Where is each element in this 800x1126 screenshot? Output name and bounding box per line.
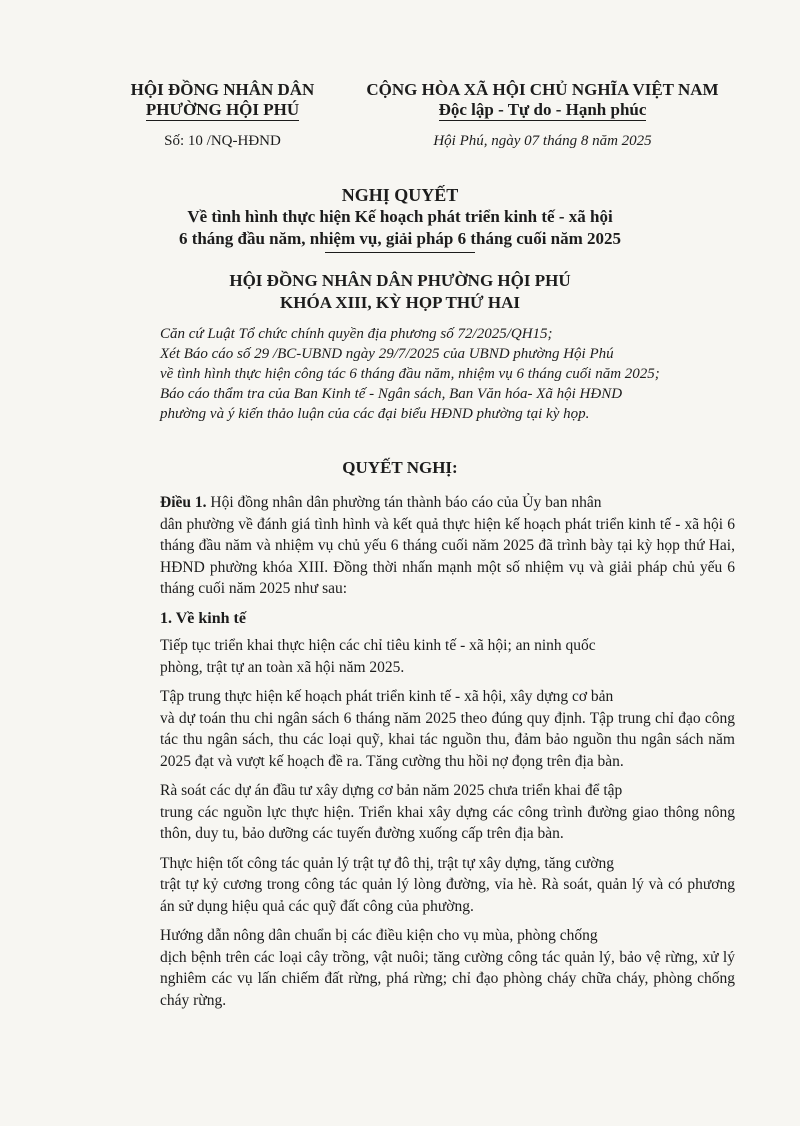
document-type: NGHỊ QUYẾT <box>341 185 459 205</box>
title-underline <box>325 252 475 253</box>
basis-law: Căn cứ Luật Tổ chức chính quyền địa phương số 72/2025/QH15; <box>160 326 553 342</box>
council-heading <box>60 270 740 314</box>
paragraph-4-rest: trật tự kỷ cương trong công tác quản lý lòng đường, vỉa hè. Rà soát, quản lý và có phương án sử dụng hiệu quả các quỹ đất công của phường. <box>160 876 735 915</box>
motto: Độc lập - Tự do - Hạnh phúc <box>438 100 647 119</box>
section-heading-economy: 1. Về kinh tế <box>160 609 246 627</box>
basis-report-line-4: phường và ý kiến thảo luận của các đại biểu HĐND phường tại kỳ họp. <box>160 406 590 422</box>
paragraph-5-rest: dịch bệnh trên các loại cây trồng, vật nuôi; tăng cường công tác quản lý, bảo vệ rừng, xử lý nghiêm các vụ lấn chiếm đất rừng, phá rừng; chỉ đạo phòng cháy chữa cháy, phòng chống cháy rừng. <box>160 948 735 1009</box>
article-1-text: dân phường về đánh giá tình hình và kết quả thực hiện kế hoạch phát triển kinh tế - xã hội 6 tháng đầu năm và nhiệm vụ chủ yếu 6 tháng cuối năm 2025 đã trình bày tại kỳ họp thứ Hai, HĐND phường khóa XIII. Đồng thời nhấn mạnh một số nhiệm vụ và giải pháp chủ yếu 6 tháng cuối năm 2025 như sau: <box>160 515 735 597</box>
paragraph-3-first: Rà soát các dự án đầu tư xây dựng cơ bản năm 2025 chưa triển khai để tập <box>160 782 623 799</box>
paragraph-3-rest: trung các nguồn lực thực hiện. Triển khai xây dựng các công trình đường giao thông nông thôn, duy tu, bảo dưỡng các tuyến đường xuống cấp trên địa bàn. <box>160 803 735 842</box>
document-number: Số: 10 /NQ-HĐND <box>164 133 281 149</box>
paragraph-1-first: Tiếp tục triển khai thực hiện các chỉ tiêu kinh tế - xã hội; an ninh quốc <box>160 637 596 654</box>
article-1-intro: Hội đồng nhân dân phường tán thành báo cáo của Ủy ban nhân <box>210 494 602 511</box>
paragraph-4-first: Thực hiện tốt công tác quản lý trật tự đô thị, trật tự xây dựng, tăng cường <box>160 854 614 872</box>
document-title <box>60 184 740 253</box>
legal-bases <box>160 324 735 424</box>
issuer-name: HỘI ĐỒNG NHÂN DÂN <box>130 80 315 99</box>
issuer-ward: PHƯỜNG HỘI PHÚ <box>145 100 300 119</box>
basis-report-line-2: về tình hình thực hiện công tác 6 tháng đầu năm, nhiệm vụ 6 tháng cuối năm 2025; <box>160 366 660 382</box>
paragraph-2-rest: và dự toán thu chi ngân sách 6 tháng năm 2025 theo đúng quy định. Tập trung chỉ đạo công tác thu ngân sách, thu các loại quỹ, khai tác nguồn thu, đảm bảo nguồn thu ngân sách năm 2025 đạt và vượt kế hoạch đề ra. Tăng cường thu hồi nợ đọng trên địa bàn. <box>160 709 735 770</box>
paragraph-2-first: Tập trung thực hiện kế hoạch phát triển kinh tế - xã hội, xây dựng cơ bản <box>160 688 614 705</box>
subject-line-1: Về tình hình thực hiện Kế hoạch phát triển kinh tế - xã hội <box>187 207 613 226</box>
paragraph-5-first: Hướng dẫn nông dân chuẩn bị các điều kiện cho vụ mùa, phòng chống <box>160 927 598 944</box>
article-1-label: Điều 1. <box>160 494 207 511</box>
subject-line-2: 6 tháng đầu năm, nhiệm vụ, giải pháp 6 tháng cuối năm 2025 <box>178 229 622 248</box>
council-name: HỘI ĐỒNG NHÂN DÂN PHƯỜNG HỘI PHÚ <box>229 271 571 290</box>
decision-heading: QUYẾT NGHỊ: <box>342 458 458 477</box>
paragraph-1-rest: phòng, trật tự an toàn xã hội năm 2025. <box>160 658 405 676</box>
document-body <box>160 492 735 1019</box>
article-1 <box>160 492 735 514</box>
state-name: CỘNG HÒA XÃ HỘI CHỦ NGHĨA VIỆT NAM <box>366 80 719 99</box>
basis-report-line-3: Báo cáo thẩm tra của Ban Kinh tế - Ngân sách, Ban Văn hóa- Xã hội HĐND <box>160 386 623 402</box>
council-session: KHÓA XIII, KỲ HỌP THỨ HAI <box>280 293 520 312</box>
basis-report-line-1: Xét Báo cáo số 29 /BC-UBND ngày 29/7/2025 của UBND phường Hội Phú <box>160 346 614 362</box>
place-date: Hội Phú, ngày 07 tháng 8 năm 2025 <box>433 133 652 149</box>
issuer-block <box>120 80 325 151</box>
national-heading <box>345 80 740 151</box>
